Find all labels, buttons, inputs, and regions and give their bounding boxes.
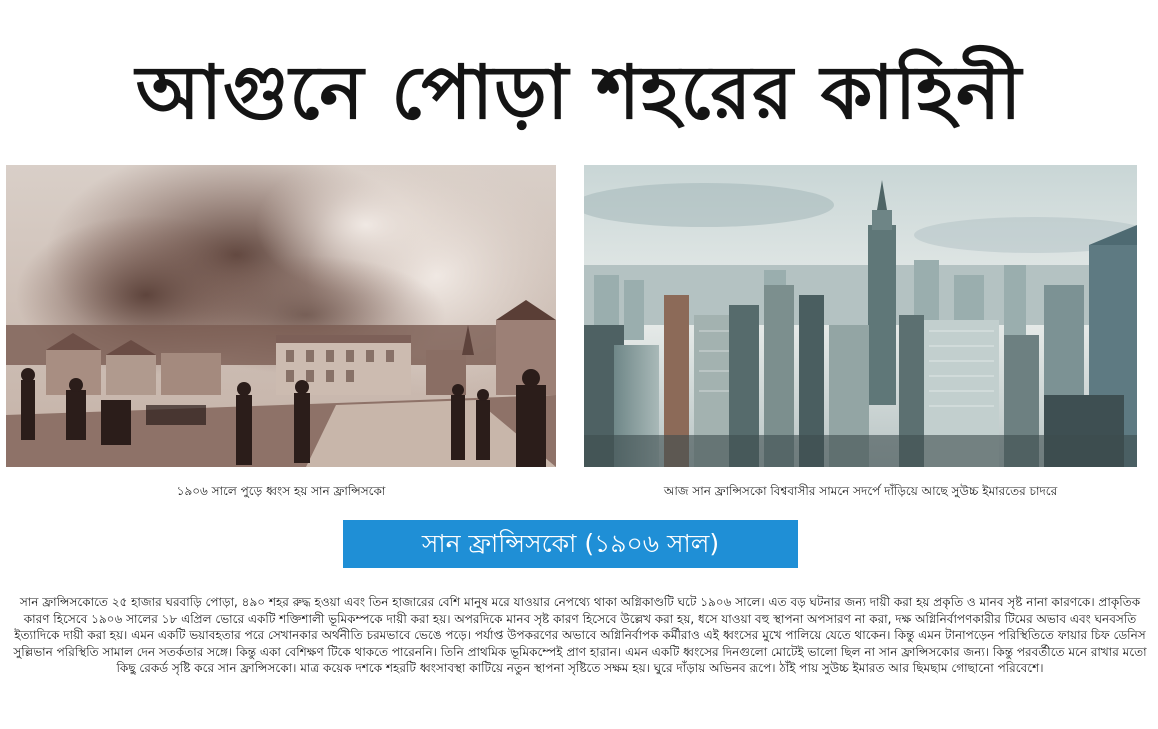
photo-1906-fire bbox=[6, 165, 556, 467]
photo-modern-skyline bbox=[584, 165, 1137, 467]
section-banner: সান ফ্রান্সিসকো (১৯০৬ সাল) bbox=[343, 520, 798, 568]
headline: আগুনে পোড়া শহরের কাহিনী bbox=[135, 50, 1023, 136]
photo-caption-1906: ১৯০৬ সালে পুড়ে ধ্বংস হয় সান ফ্রান্সিসকো bbox=[176, 484, 386, 498]
article-body: সান ফ্রান্সিসকোতে ২৫ হাজার ঘরবাড়ি পোড়া, ৪৯০ শহর রুদ্ধ হওয়া এবং তিন হাজারের বেশি মানুষ মরে যাওয়ার নেপথ্যে থাকা অগ্নিকাণ্ডটি ঘটে ১৯০৬ সালে। এত বড় ঘটনার জন্য দায়ী করা হয় প্রকৃতি ও মানব সৃষ্ট নানা কারণকে। প্রাকৃতিক কারণ হিসেবে ১৯০৬ সালের ১৮ এপ্রিল ভোরে একটি শক্তিশালী ভূমিকম্পকে দায়ী করা হয়। অপরদিকে মানব সৃষ্ট কারণ হিসেবে উল্লেখ করা হয়, ধসে যাওয়া বহু স্থাপনা অপসারণ না করা, দক্ষ অগ্নিনির্বাপণকারীর টিমের অভাব এবং ঘনবসতি ইত্যাদিকে দায়ী করা হয়। এমন একটি ভয়াবহতার পরে সেখানকার অর্থনীতি চরমভাবে ভেঙে পড়ে। পর্যাপ্ত উপকরণের অভাবে অগ্নিনির্বাপক কর্মীরাও এই ধ্বংসের মুখে পালিয়ে যেতে থাকেন। কিন্তু এমন টানাপড়েন পরিস্থিতিতে ফায়ার চিফ ডেনিস সুল্লিভান পরিস্থিতি সামাল দেন সতর্কতার সঙ্গে। কিন্তু একা বেশিক্ষণ টিকে থাকতে পারেননি। তিনি প্রাথমিক ভূমিকম্পেই প্রাণ হারান। এমন একটি ধ্বংসের দিনগুলো মোটেই ভালো ছিল না সান ফ্রান্সিসকোর জন্য। কিন্তু পরবর্তীতে মনে রাখার মতো কিছু রেকর্ড সৃষ্টি করে সান ফ্রান্সিসকো। মাত্র কয়েক দশকে শহরটি ধ্বংসাবস্থা কাটিয়ে নতুন স্থাপনা সৃষ্টিতে সক্ষম হয়। ঘুরে দাঁড়ায় অভিনব রূপে। ঠাঁই পায় সুউচ্চ ইমারত আর ছিমছাম গোছানো পরিবেশে। bbox=[13, 595, 1147, 675]
photo-caption-today: আজ সান ফ্রান্সিসকো বিশ্ববাসীর সামনে সদর্পে দাঁড়িয়ে আছে সুউচ্চ ইমারতের চাদরে bbox=[663, 484, 1058, 498]
